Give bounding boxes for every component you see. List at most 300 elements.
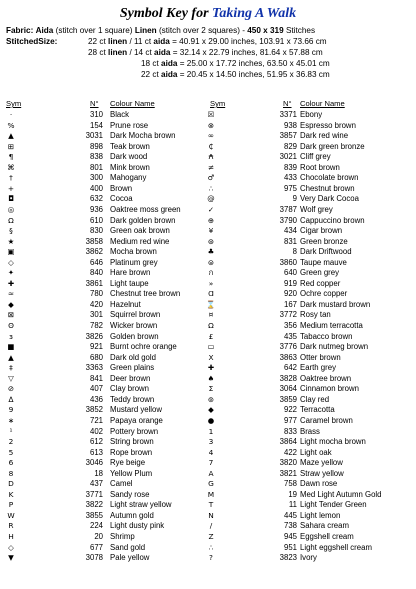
floss-number: 3863 [279,352,297,362]
floss-number: 936 [89,204,103,214]
symbol-glyph: ? [209,553,213,563]
floss-number: 167 [283,299,297,309]
key-row [0,184,416,193]
colour-name: Prune rose [110,120,149,130]
symbol-glyph: ⊚ [207,394,215,404]
floss-number: 921 [89,342,103,352]
floss-number: 646 [89,257,103,267]
colour-name: Cocoa [110,194,133,204]
symbol-glyph: ¹ [9,426,13,436]
colour-name: Rosy tan [300,310,331,320]
colour-name: Teak brown [110,141,150,151]
colour-name: Platinum grey [110,257,158,267]
colour-name: Black [110,110,130,119]
size-row: 22 ct aida = 20.45 x 14.50 inches, 51.95 x 36.83 cm [141,70,330,79]
symbol-glyph: ∞ [207,131,215,141]
symbol-glyph: M [207,489,215,499]
colour-name: Clay brown [110,384,149,394]
colour-name: Teddy brown [110,394,155,404]
header-num: N° [90,99,99,108]
symbol-glyph: ◎ [7,204,15,214]
fabric-label: Fabric: [6,26,34,35]
floss-number: 3857 [279,131,297,141]
floss-number: 801 [89,162,103,172]
symbol-glyph: / [209,521,213,531]
symbol-glyph: ◆ [8,299,14,309]
symbol-glyph: ☒ [207,110,215,119]
floss-number: 3862 [85,247,103,257]
colour-name: Rope brown [110,447,153,457]
symbol-glyph: 1 [208,426,214,436]
symbol-glyph: Z [208,532,214,541]
floss-number: 3822 [85,500,103,510]
colour-name: Green plains [110,363,155,373]
symbol-glyph: ¶ [8,152,14,162]
floss-number: 3790 [279,215,297,225]
symbol-glyph: 7 [208,458,214,468]
symbol-glyph: ≠ [207,162,215,172]
colour-name: Burnt ochre orange [110,342,177,352]
key-row [0,163,416,172]
floss-number: 3852 [85,405,103,415]
colour-name: Ivory [300,553,317,563]
floss-number: 400 [89,183,103,193]
colour-name: Sandy rose [110,489,150,499]
floss-number: 677 [89,542,103,552]
colour-name: Sahara cream [300,521,349,531]
floss-number: 632 [89,194,103,204]
colour-name: Dark nutmeg brown [300,342,369,352]
floss-number: 18 [94,468,103,478]
floss-number: 3021 [279,152,297,162]
colour-name: Straw yellow [300,468,344,478]
symbol-glyph: ♣ [207,247,215,257]
floss-number: 445 [283,510,297,520]
floss-number: 919 [283,278,297,288]
colour-name: Eggshell cream [300,532,354,541]
key-row [0,500,416,509]
floss-number: 3787 [279,204,297,214]
key-row [0,342,416,351]
fabric2-note: (stitch over 2 squares) - [158,26,245,35]
floss-number: 3064 [279,384,297,394]
symbol-glyph: Ω [8,215,14,225]
colour-name: Cigar brown [300,226,343,236]
floss-number: 831 [283,236,297,246]
floss-number: 613 [89,447,103,457]
floss-number: 839 [283,162,297,172]
colour-name: Light lemon [300,510,341,520]
floss-number: 920 [283,289,297,299]
key-row [0,332,416,341]
floss-number: 642 [283,363,297,373]
colour-name: Green grey [300,268,340,278]
symbol-glyph: ⌛ [206,299,216,309]
key-row [0,479,416,488]
symbol-glyph: ⊜ [207,257,215,267]
symbol-glyph: 2 [8,437,14,447]
colour-name: Dark old gold [110,352,156,362]
header-sym: Sym [6,99,22,108]
key-row [0,110,416,119]
floss-number: 640 [283,268,297,278]
page-title [0,6,416,22]
floss-number: 680 [89,352,103,362]
symbol-glyph: ▽ [8,373,14,383]
floss-number: 407 [89,384,103,394]
floss-number: 945 [283,532,297,541]
size-row: 22 ct linen / 11 ct aida = 40.91 x 29.00 inches, 103.91 x 73.66 cm [88,37,327,46]
colour-name: Brown [110,183,133,193]
symbol-glyph: ♠ [207,373,215,383]
key-row [0,268,416,277]
colour-name: Cliff grey [300,152,331,162]
colour-name: Wolf grey [300,204,333,214]
colour-name: Espresso brown [300,120,356,130]
colour-name: Light mocha brown [300,437,366,447]
symbol-glyph: % [7,120,15,130]
floss-number: 3858 [85,236,103,246]
key-row [0,553,416,562]
symbol-glyph: 9 [8,405,14,415]
stitches-label: Stitches [285,26,316,35]
colour-name: Dark golden brown [110,215,176,225]
colour-name: Oaktree brown [300,373,352,383]
header-num: N° [283,99,292,108]
floss-number: 435 [283,331,297,341]
symbol-glyph: ⊕ [207,215,215,225]
key-row [0,173,416,182]
symbol-glyph: ✦ [7,268,15,278]
floss-number: 898 [89,141,103,151]
symbol-glyph: ✚ [207,363,215,373]
colour-name: Medium terracotta [300,321,363,330]
symbol-glyph: ▭ [207,342,215,352]
floss-number: 612 [89,437,103,447]
colour-name: Pottery brown [110,426,159,436]
floss-number: 422 [283,447,297,457]
floss-number: 3820 [279,458,297,468]
floss-number: 224 [89,521,103,531]
floss-number: 3031 [85,131,103,141]
floss-number: 3771 [85,489,103,499]
floss-number: 3861 [85,278,103,288]
symbol-glyph: P [8,500,14,510]
key-row [0,237,416,246]
colour-name: Dark red wine [300,131,349,141]
colour-name: Shrimp [110,532,135,541]
symbol-glyph: 8 [8,468,14,478]
floss-number: 922 [283,405,297,415]
colour-name: Dark Driftwood [300,247,352,257]
floss-number: 154 [89,120,103,130]
stitched-size-label: StitchedSize: [6,37,58,46]
floss-number: 758 [283,479,297,489]
symbol-glyph: · [9,110,13,119]
key-row [0,216,416,225]
colour-name: Light oak [300,447,332,457]
colour-name: Light Tender Green [300,500,367,510]
key-row [0,427,416,436]
fabric1-note: (stitch over 1 square) [55,26,133,35]
key-row [0,405,416,414]
floss-number: 437 [89,479,103,489]
symbol-glyph: Ω [208,321,214,330]
floss-number: 3859 [279,394,297,404]
symbol-glyph: ¥ [208,226,214,236]
symbol-glyph: ♂ [207,173,215,183]
colour-name: Root brown [300,162,340,172]
symbol-glyph: » [208,278,214,288]
symbol-glyph: ⊠ [7,310,15,320]
colour-name: Hare brown [110,268,151,278]
key-row [0,384,416,393]
symbol-glyph: ⊗ [207,120,215,130]
symbol-glyph: R [8,521,14,531]
floss-number: 9 [292,194,297,204]
key-row [0,521,416,530]
header-name: Colour Name [110,99,155,108]
floss-number: 3371 [279,110,297,119]
colour-name: Clay red [300,394,330,404]
colour-name: Dark wood [110,152,148,162]
key-row [0,363,416,372]
colour-name: Red copper [300,278,341,288]
floss-number: 11 [288,500,297,510]
key-row [0,300,416,309]
key-row [0,194,416,203]
key-row [0,279,416,288]
floss-number: 780 [89,289,103,299]
key-row [0,437,416,446]
key-row [0,532,416,541]
colour-name: Taupe mauve [300,257,347,267]
symbol-glyph: ✓ [207,204,215,214]
colour-name: Mink brown [110,162,150,172]
key-row [0,543,416,552]
key-row [0,226,416,235]
symbol-glyph: D [8,479,14,489]
colour-name: Dawn rose [300,479,338,489]
floss-number: 3823 [279,553,297,563]
symbol-glyph: ¤ [208,310,214,320]
key-row [0,469,416,478]
symbol-glyph: ≈ [7,289,15,299]
symbol-glyph: ʘ [8,321,14,330]
colour-name: Papaya orange [110,415,163,425]
floss-number: 951 [283,542,297,552]
symbol-glyph: 4 [208,447,214,457]
symbol-glyph: ก [208,268,214,278]
symbol-glyph: ɜ [9,331,13,341]
colour-name: Mocha brown [110,247,157,257]
floss-number: 977 [283,415,297,425]
symbol-glyph: ⌘ [7,162,15,172]
floss-number: 3828 [279,373,297,383]
floss-number: 3860 [279,257,297,267]
header-name: Colour Name [300,99,345,108]
colour-name: Light straw yellow [110,500,172,510]
floss-number: 434 [283,226,297,236]
floss-number: 19 [288,489,297,499]
key-row [0,321,416,330]
floss-number: 20 [94,532,103,541]
symbol-glyph: § [9,226,13,236]
header-sym: Sym [210,99,226,108]
colour-name: Cappuccino brown [300,215,365,225]
floss-number: 420 [89,299,103,309]
colour-name: Hazelnut [110,299,141,309]
symbol-glyph: ∴ [208,183,214,193]
symbol-glyph: Σ [208,384,214,394]
floss-number: 433 [283,173,297,183]
colour-name: Sand gold [110,542,146,552]
symbol-glyph: 5 [8,447,14,457]
symbol-glyph: ▲ [8,131,14,141]
floss-number: 436 [89,394,103,404]
colour-name: String brown [110,437,154,447]
symbol-glyph: £ [208,331,214,341]
symbol-glyph: ◆ [208,405,214,415]
floss-number: 3363 [85,363,103,373]
title-prefix: Symbol Key for [119,6,209,21]
symbol-glyph: ∴ [208,542,214,552]
floss-number: 3078 [85,553,103,563]
floss-number: 829 [283,141,297,151]
symbol-glyph: A [208,468,214,478]
title-pattern-name: Taking A Walk [212,6,297,21]
colour-name: Autumn gold [110,510,154,520]
key-row [0,142,416,151]
floss-number: 610 [89,215,103,225]
symbol-glyph: ∗ [7,415,15,425]
symbol-glyph: + [7,183,15,193]
symbol-glyph: N [208,510,214,520]
floss-number: 3826 [85,331,103,341]
symbol-glyph: ▲ [8,352,14,362]
colour-name: Tabacco brown [300,331,353,341]
key-row [0,258,416,267]
colour-name: Caramel brown [300,415,353,425]
key-row [0,353,416,362]
symbol-glyph: ‡ [9,363,13,373]
colour-name: Yellow Plum [110,468,153,478]
key-row [0,511,416,520]
key-row [0,374,416,383]
symbol-glyph: W [7,510,15,520]
symbol-glyph: ⊛ [207,236,215,246]
colour-name: Earth grey [300,363,336,373]
symbol-glyph: ★ [7,236,15,246]
colour-name: Ochre copper [300,289,348,299]
symbol-glyph: † [9,173,13,183]
colour-name: Maze yellow [300,458,343,468]
colour-name: Wicker brown [110,321,158,330]
colour-name: Green oak brown [110,226,170,236]
symbol-glyph: X [208,352,214,362]
symbol-glyph: ▣ [7,247,15,257]
colour-name: Green bronze [300,236,348,246]
colour-name: Golden brown [110,331,159,341]
colour-name: Light eggshell cream [300,542,372,552]
colour-name: Oaktree moss green [110,204,181,214]
symbol-glyph: ◇ [8,257,14,267]
symbol-glyph: ⊘ [7,384,15,394]
floss-number: 830 [89,226,103,236]
symbol-glyph: 6 [8,458,14,468]
colour-name: Ebony [300,110,323,119]
colour-name: Medium red wine [110,236,170,246]
symbol-glyph: ● [207,415,215,425]
symbol-glyph: ■ [7,342,15,352]
colour-name: Otter brown [300,352,341,362]
colour-name: Brass [300,426,320,436]
symbol-glyph: ₵ [208,141,214,151]
colour-name: Light dusty pink [110,521,165,531]
floss-number: 3772 [279,310,297,320]
key-row [0,121,416,130]
floss-number: 738 [283,521,297,531]
floss-number: 3864 [279,437,297,447]
fabric1: Aida [35,26,54,35]
symbol-glyph: ⊞ [7,141,15,151]
key-row [0,448,416,457]
colour-name: Med Light Autumn Gold [300,489,382,499]
floss-number: 8 [292,247,297,257]
symbol-glyph: G [208,479,214,489]
key-row [0,131,416,140]
colour-name: Dark green bronze [300,141,365,151]
colour-name: Chocolate brown [300,173,359,183]
colour-name: Camel [110,479,133,489]
floss-number: 3855 [85,510,103,520]
floss-number: 310 [89,110,103,119]
floss-number: 301 [89,310,103,320]
floss-number: 833 [283,426,297,436]
floss-number: 402 [89,426,103,436]
colour-name: Mustard yellow [110,405,162,415]
colour-name: Pale yellow [110,553,150,563]
floss-number: 841 [89,373,103,383]
symbol-glyph: ◇ [8,542,14,552]
floss-number: 721 [89,415,103,425]
key-row [0,458,416,467]
key-row [0,289,416,298]
floss-number: 356 [283,321,297,330]
floss-number: 975 [283,183,297,193]
fabric2: Linen [134,26,157,35]
stitch-count: 450 x 319 [247,26,284,35]
key-row [0,247,416,256]
floss-number: 838 [89,152,103,162]
colour-name: Light taupe [110,278,149,288]
colour-name: Rye beige [110,458,146,468]
key-row [0,490,416,499]
colour-name: Chestnut brown [300,183,355,193]
fabric-line [6,26,410,36]
symbol-glyph: @ [207,194,215,204]
symbol-glyph: H [8,532,14,541]
floss-number: 3821 [279,468,297,478]
floss-number: 3776 [279,342,297,352]
key-row [0,310,416,319]
colour-name: Squirrel brown [110,310,161,320]
colour-name: Cinnamon brown [300,384,359,394]
colour-name: Dark Mocha brown [110,131,176,141]
symbol-glyph: 3 [208,437,214,447]
key-row [0,416,416,425]
key-row [0,395,416,404]
